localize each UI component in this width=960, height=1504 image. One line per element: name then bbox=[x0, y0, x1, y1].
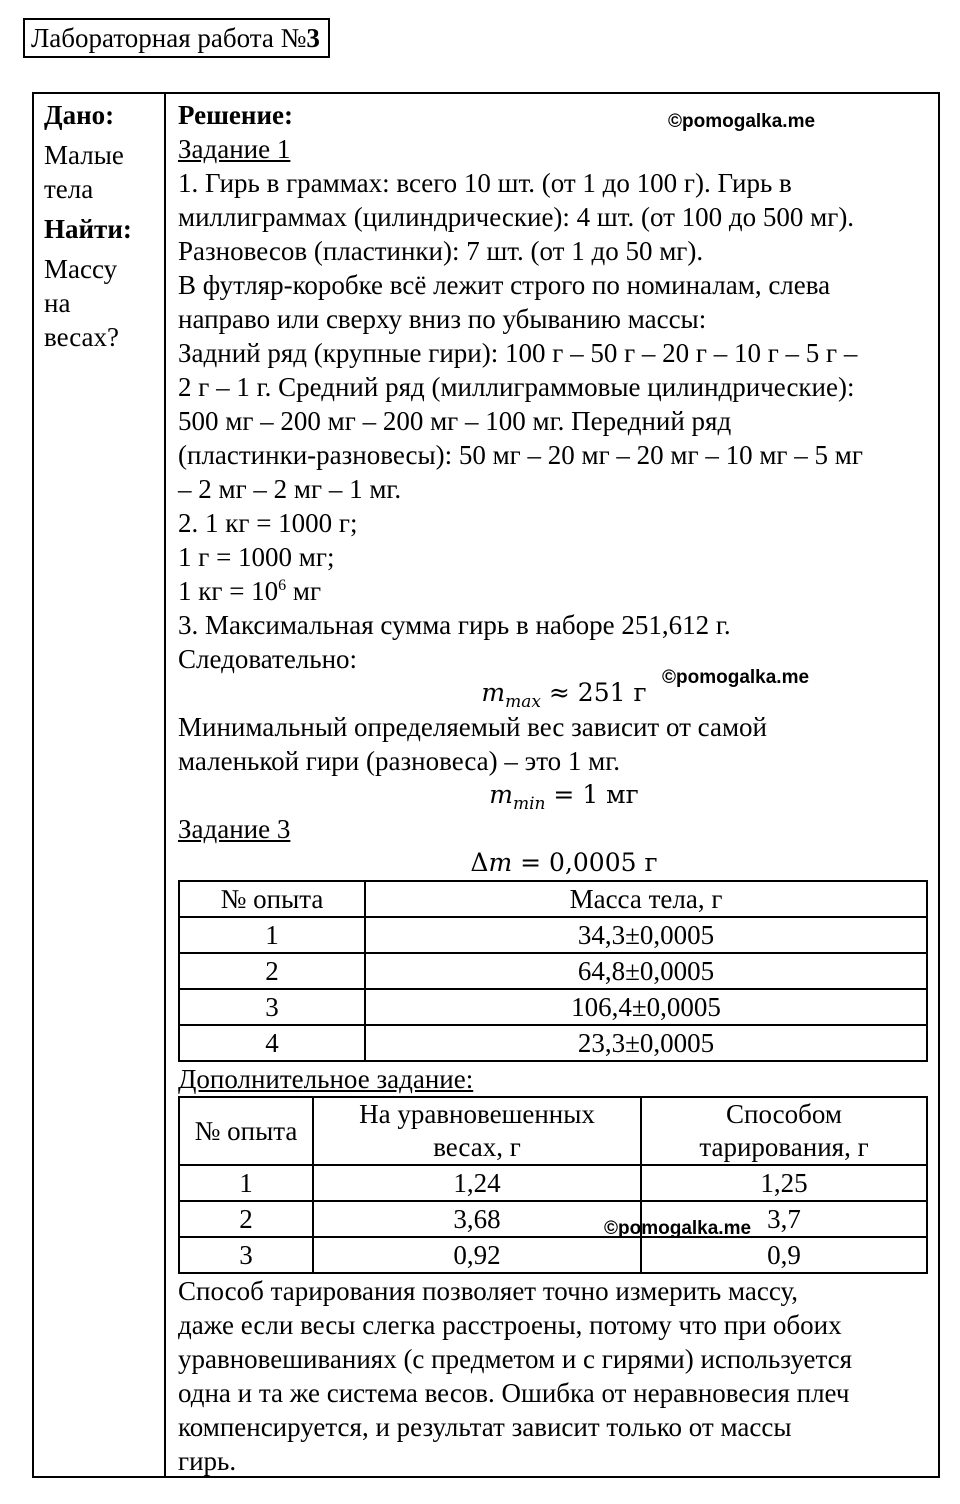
extra-task-label: Дополнительное задание: bbox=[178, 1064, 474, 1094]
table-cell: 64,8±0,0005 bbox=[365, 953, 927, 989]
text-line: 1. Гирь в граммах: всего 10 шт. (от 1 до 100 г). Гирь в bbox=[178, 168, 792, 198]
table-cell: 23,3±0,0005 bbox=[365, 1025, 927, 1061]
find-line: Массу bbox=[44, 254, 118, 284]
given-line: Малые bbox=[44, 140, 124, 170]
table-header-row bbox=[179, 1097, 927, 1165]
find-line: на bbox=[44, 288, 71, 318]
text-line: В футляр-коробке всё лежит строго по номиналам, слева bbox=[178, 270, 831, 300]
task1-text bbox=[178, 166, 930, 574]
formula-min bbox=[178, 778, 930, 812]
formula-var: m bbox=[488, 848, 513, 877]
find-label: Найти: bbox=[44, 214, 132, 244]
table-header-row bbox=[179, 881, 927, 917]
text-line: направо или сверху вниз по убыванию массы: bbox=[178, 304, 707, 334]
table-cell: 1 bbox=[179, 1165, 313, 1201]
given-text bbox=[44, 138, 164, 206]
kg-line-exponent: 6 bbox=[278, 577, 287, 594]
tare-table bbox=[178, 1096, 928, 1274]
title-prefix: Лабораторная работа № bbox=[31, 23, 307, 53]
table-row bbox=[179, 1201, 927, 1237]
kg-line-base: 1 кг = 10 bbox=[178, 576, 279, 606]
text-line: 3. Максимальная сумма гирь в наборе 251,612 г. bbox=[178, 610, 731, 640]
given-line: тела bbox=[44, 174, 94, 204]
table-row bbox=[179, 953, 927, 989]
text-line: Минимальный определяемый вес зависит от самой bbox=[178, 712, 767, 742]
text-line: даже если весы слегка расстроены, потому что при обоих bbox=[178, 1310, 842, 1340]
table-cell: 3,68 bbox=[313, 1201, 641, 1237]
text-line: 2. 1 кг = 1000 г; bbox=[178, 508, 358, 538]
table-cell: 1,25 bbox=[641, 1165, 927, 1201]
title-number: 3 bbox=[306, 23, 320, 53]
formula-var: m bbox=[489, 780, 513, 809]
kg-line-unit: мг bbox=[286, 576, 322, 606]
formula-rest: = 1 мг bbox=[545, 780, 639, 809]
table-cell: 106,4±0,0005 bbox=[365, 989, 927, 1025]
table-cell: 1 bbox=[179, 917, 365, 953]
watermark: ©pomogalka.me bbox=[604, 1218, 752, 1239]
text-line: Разновесов (пластинки): 7 шт. (от 1 до 50 мг). bbox=[178, 236, 704, 266]
solution-label: Решение: bbox=[178, 100, 293, 130]
text-line: гирь. bbox=[178, 1446, 237, 1476]
text-line: 2 г – 1 г. Средний ряд (миллиграммовые цилиндрические): bbox=[178, 372, 855, 402]
text-line: уравновешиваниях (с предметом и с гирями) используется bbox=[178, 1344, 853, 1374]
text-line: (пластинки-разновесы): 50 мг – 20 мг – 20 мг – 10 мг – 5 мг bbox=[178, 440, 863, 470]
kg-line bbox=[178, 574, 930, 608]
task1-label: Задание 1 bbox=[178, 134, 291, 164]
formula-rest: ≈ 251 г bbox=[540, 678, 647, 707]
find-text bbox=[44, 252, 164, 354]
formula-sub: max bbox=[505, 692, 541, 712]
text-line: компенсируется, и результат зависит только от массы bbox=[178, 1412, 792, 1442]
table-cell: 3,7 bbox=[641, 1201, 927, 1237]
max-sum-text bbox=[178, 608, 930, 676]
watermark: ©pomogalka.me bbox=[662, 667, 810, 688]
formula-delta bbox=[178, 846, 930, 880]
min-weight-text bbox=[178, 710, 930, 778]
header-cell: № опыта bbox=[179, 881, 365, 917]
given-label: Дано: bbox=[44, 100, 115, 130]
header-cell: Масса тела, г bbox=[365, 881, 927, 917]
table-row bbox=[179, 1165, 927, 1201]
table-cell: 4 bbox=[179, 1025, 365, 1061]
text-line: 1 г = 1000 мг; bbox=[178, 542, 335, 572]
watermark: ©pomogalka.me bbox=[668, 111, 816, 132]
given-column bbox=[34, 94, 166, 1476]
text-line: 500 мг – 200 мг – 200 мг – 100 мг. Передний ряд bbox=[178, 406, 732, 436]
formula-delta-symbol: Δ bbox=[470, 848, 489, 877]
formula-max bbox=[178, 676, 930, 710]
formula-rest: = 0,0005 г bbox=[512, 848, 658, 877]
task3-label: Задание 3 bbox=[178, 814, 291, 844]
text-line: Задний ряд (крупные гири): 100 г – 50 г – 20 г – 10 г – 5 г – bbox=[178, 338, 858, 368]
table-cell: 1,24 bbox=[313, 1165, 641, 1201]
table-cell: 3 bbox=[179, 989, 365, 1025]
solution-column bbox=[168, 94, 938, 1476]
table-cell: 3 bbox=[179, 1237, 313, 1273]
text-line: Способ тарирования позволяет точно измерить массу, bbox=[178, 1276, 799, 1306]
header-cell: Способом тарирования, г bbox=[641, 1097, 927, 1165]
text-line: одна и та же система весов. Ошибка от неравновесия плеч bbox=[178, 1378, 850, 1408]
table-cell: 2 bbox=[179, 1201, 313, 1237]
text-line: маленькой гири (разновеса) – это 1 мг. bbox=[178, 746, 621, 776]
table-cell: 2 bbox=[179, 953, 365, 989]
text-line: – 2 мг – 2 мг – 1 мг. bbox=[178, 474, 402, 504]
header-cell: № опыта bbox=[179, 1097, 313, 1165]
conclusion-text bbox=[178, 1274, 930, 1478]
formula-var: m bbox=[481, 678, 506, 707]
table-cell: 34,3±0,0005 bbox=[365, 917, 927, 953]
formula-sub: min bbox=[512, 794, 546, 814]
text-line: миллиграммах (цилиндрические): 4 шт. (от 100 до 500 мг). bbox=[178, 202, 855, 232]
table-row bbox=[179, 1237, 927, 1273]
header-cell: На уравновешенных весах, г bbox=[313, 1097, 641, 1165]
find-line: весах? bbox=[44, 322, 120, 352]
table-row bbox=[179, 989, 927, 1025]
table-cell: 0,92 bbox=[313, 1237, 641, 1273]
mass-table bbox=[178, 880, 928, 1062]
table-cell: 0,9 bbox=[641, 1237, 927, 1273]
table-row bbox=[179, 917, 927, 953]
text-line: Следовательно: bbox=[178, 644, 358, 674]
page-title bbox=[23, 18, 330, 58]
table-row bbox=[179, 1025, 927, 1061]
lab-table bbox=[32, 92, 940, 1478]
